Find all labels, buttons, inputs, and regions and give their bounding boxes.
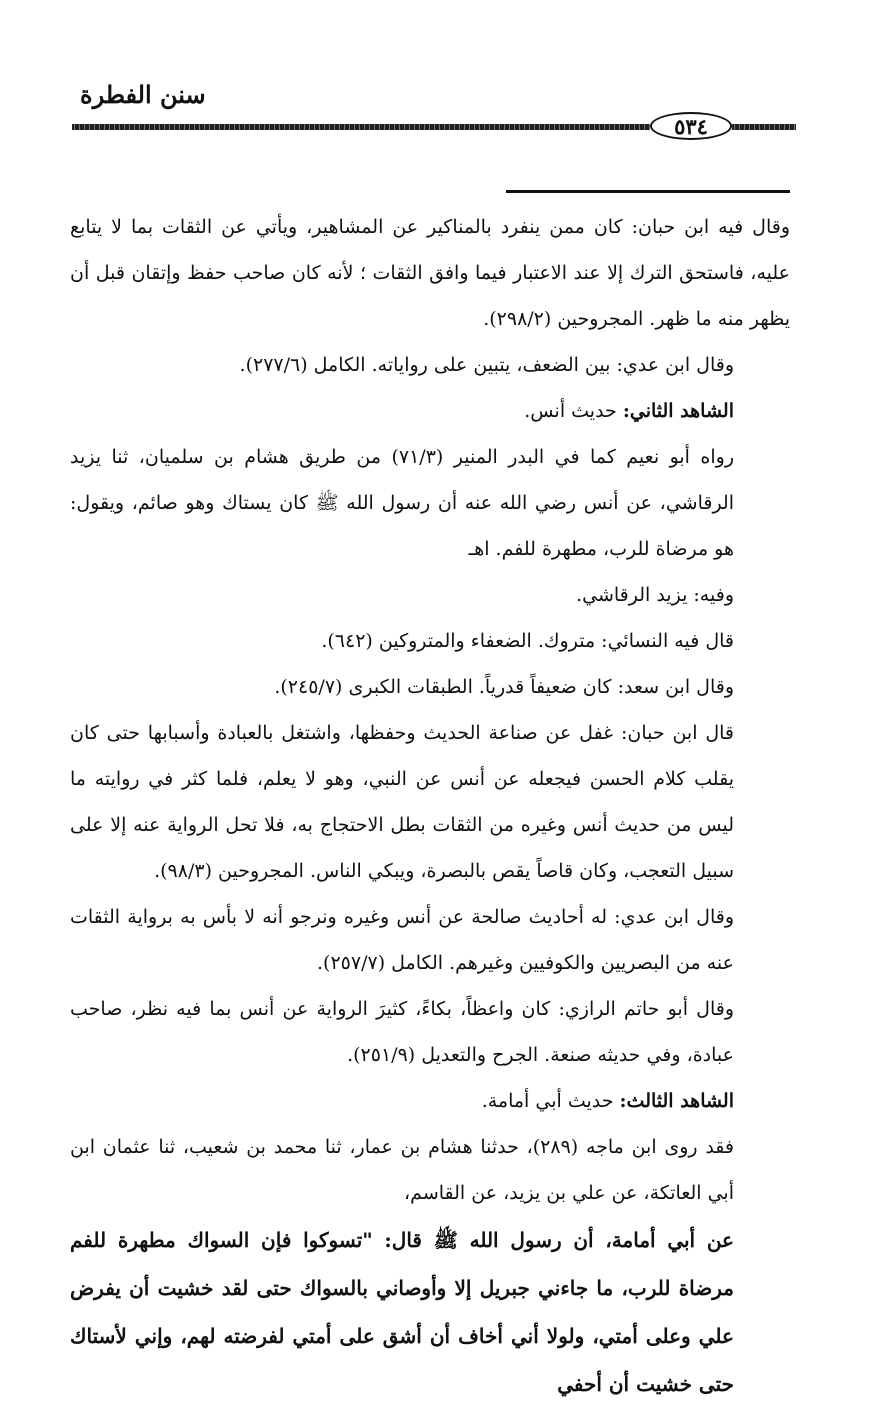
paragraph-nasai: قال فيه النسائي: متروك. الضعفاء والمتروكين (٦٤٢). (321, 630, 734, 652)
paragraph-ibn-hibban-1: وقال فيه ابن حبان: كان ممن ينفرد بالمناكير عن المشاهير، ويأتي عن الثقات بما لا يتابع عليه، فاستحق الترك إلا عند الاعتبار فيما وافق الثقات ؛ لأنه كان صاحب حفظ وإتقان قبل أن يظهر منه ما ظهر. المجروحين (٢٩٨/٢). (70, 216, 790, 330)
paragraph-ibn-saad: وقال ابن سعد: كان ضعيفاً قدرياً. الطبقات الكبرى (٢٤٥/٧). (274, 676, 734, 698)
paragraph-abu-hatim: وقال أبو حاتم الرازي: كان واعظاً، بكاءً، كثيرَ الرواية عن أنس بما فيه نظر، صاحب عبادة، وفي حديثه صنعة. الجرح والتعديل (٢٥١/٩). (70, 998, 734, 1066)
paragraph-yazid: وفيه: يزيد الرقاشي. (576, 584, 734, 606)
page-body (70, 204, 790, 1408)
page-header (0, 0, 873, 140)
paragraph-ibn-adi-1: وقال ابن عدي: بين الضعف، يتبين على رواياته. الكامل (٢٧٧/٦). (239, 354, 734, 376)
heading-label: الشاهد الثاني: (622, 400, 734, 422)
paragraph-ibn-majah: فقد روى ابن ماجه (٢٨٩)، حدثنا هشام بن عمار، ثنا محمد بن شعيب، ثنا عثمان ابن أبي العاتكة، عن علي بن يزيد، عن القاسم، (70, 1136, 734, 1204)
paragraph-abu-nuaym: رواه أبو نعيم كما في البدر المنير (٧١/٣) من طريق هشام بن سلميان، ثنا يزيد الرقاشي، عن أنس رضي الله عنه أن رسول الله ﷺ كان يستاك وهو صائم، ويقول: هو مرضاة للرب، مطهرة للفم. اهـ (70, 446, 734, 560)
paragraph-ibn-hibban-2: قال ابن حبان: غفل عن صناعة الحديث وحفظها، واشتغل بالعبادة وأسبابها حتى كان يقلب كلام الحسن فيجعله عن أنس عن النبي، وهو لا يعلم، فلما كثر في روايته ما ليس من حديث أنس وغيره من الثقات بطل الاحتجاج به، فلا تحل الرواية عنه إلا على سبيل التعجب، وكان قاصاً يقص بالبصرة، ويبكي الناس. المجروحين (٩٨/٣). (70, 722, 734, 882)
header-rule-left (72, 124, 650, 130)
page-number: ٥٣٤ (650, 112, 732, 140)
heading-text: حديث أنس. (524, 400, 623, 422)
book-title: سنن الفطرة (80, 80, 206, 109)
heading-second-witness (70, 388, 790, 434)
footnote-separator (506, 190, 790, 193)
header-rule-right (732, 124, 796, 130)
heading-third-witness (70, 1078, 790, 1124)
paragraph-hadith-text: عن أبي أمامة، أن رسول الله ﷺ قال: "تسوكوا فإن السواك مطهرة للفم مرضاة للرب، ما جاءني جبريل إلا وأوصاني بالسواك حتى لقد خشيت أن يفرض علي وعلى أمتي، ولولا أني أخاف أن أشق على أمتي لفرضته لهم، وإني لأستاك حتى خشيت أن أحفي (70, 1228, 734, 1396)
heading-text: حديث أبي أمامة. (481, 1090, 620, 1112)
heading-label: الشاهد الثالث: (619, 1090, 734, 1112)
paragraph-ibn-adi-2: وقال ابن عدي: له أحاديث صالحة عن أنس وغيره ونرجو أنه لا بأس به برواية الثقات عنه من البصريين والكوفيين وغيرهم. الكامل (٢٥٧/٧). (70, 906, 734, 974)
